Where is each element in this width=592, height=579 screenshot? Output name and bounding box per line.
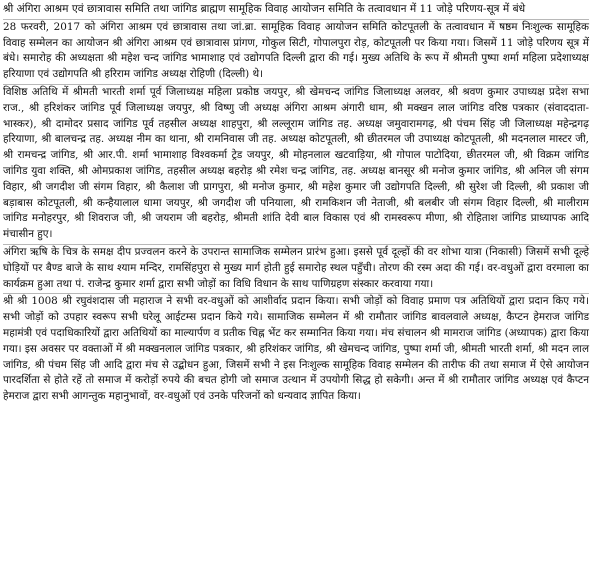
article-paragraph-guests: विशिष्ठ अतिथि में श्रीमती भारती शर्मा पूर्व जिलाध्यक्ष महिला प्रकोष्ठ जयपुर, श्री खेमचन्द जांगिड जिलाध्यक्ष अलवर, श्री श्रवण कुमार उपाध्यक्ष प्रदेश सभा राज., श्री हरिशंकर जांगिड पूर्व जिलाध्यक्ष जयपुर, श्री विष्णु जी अध्यक्ष अंगिरा आश्रम अंगारी धाम, श्री मक्खन लाल जांगिड वरिष्ठ पत्रकार (संवाददाता-भास्कर), श्री दामोदर प्रसाद जांगिड पूर्व तहसील अध्यक्ष शाहपुरा, श्री लल्लूराम जांगिड तह. अध्यक्ष जमुवारामगढ़, श्री पंचम सिंह जी जिलाध्यक्ष महेन्द्रगढ़ हरियाणा, श्री बालचन्द्र तह. अध्यक्ष नीम का थाना, श्री रामनिवास जी तह. अध्यक्ष कोटपूतली, श्री छीतरमल जी उपाध्यक्ष कोटपूतली, श्री मदनलाल मास्टर जी, श्री रामचन्द्र जांगिड, श्री आर.पी. शर्मा भामाशाह विश्वकर्मा ट्रेड जयपुर, श्री मोहनलाल खटवाड़िया, श्री गोपाल पाटोदिया, छीतरमल जी, श्री विक्रम जांगिड जांगिड युवा शक्ति, श्री ओमप्रकाश जांगिड, तहसील अध्यक्ष बहरोड़ श्री रमेश चन्द्र जांगिड, तह. अध्यक्ष बानसूर श्री मनोज कुमार जांगिड, श्री अनिल जी संगम विहार, श्री जगदीश जी संगम विहार, श्री कैलाश जी प्रागपुरा, श्री मनोज कुमार, श्री महेश कुमार जी उद्योगपति दिल्ली, श्री सुरेश जी दिल्ली, श्री प्रकाश जी बड़ाबास कोटपूतली, श्री कन्हैयालाल धामा जयपुर, श्री जगदीश जी पनियाला, श्री रामकिशन जी नेताजी, श्री बलबीर जी संगम विहार दिल्ली, श्री मालीराम जांगिड मनोहरपुर, श्री शिवराज जी, श्री जयराम जी बहरोड़, श्रीमती शांति देवी बाल विकास एवं श्री रामस्वरूप मीणा, श्री रोहिताश जांगिड प्राध्यापक आदि मंचासीन हुए। — [3, 85, 589, 245]
article-paragraph-intro: 28 फरवरी, 2017 को अंगिरा आश्रम एवं छात्रावास तथा जां.ब्रा. सामूहिक विवाह आयोजन समिति कोटपूतली के तत्वावधान में षष्ठम निःशुल्क सामूहिक विवाह सम्मेलन का आयोजन श्री अंगिरा आश्रम एवं छात्रावास प्रांगण, गोकुल सिटी, गोपालपुरा रोड़, कोटपूतली पर किया गया। जिसमें 11 जोड़े परिणय सूत्र में बंधे। समारोह की अध्यक्षता श्री महेश चन्द जांगिड भामाशाह एवं उद्योगपति दिल्ली द्वारा की गई। मुख्य अतिथि के रूप में श्रीमती पुष्पा शर्मा महिला प्रदेशाध्यक्ष हरियाणा एवं उद्योगपति श्री हरिराम जांगिड अध्यक्ष रोहिणी (दिल्ली) थे। — [3, 20, 589, 85]
article-paragraph-ceremony: अंगिरा ऋषि के चित्र के समक्ष दीप प्रज्वलन करने के उपरान्त सामाजिक सम्मेलन प्रारंभ हुआ। इससे पूर्व दूल्हों की वर शोभा यात्रा (निकासी) जिसमें सभी दूल्हे घोड़ियों पर बैण्ड बाजे के साथ श्याम मन्दिर, रामसिंहपुरा से मुख्य मार्ग होती हुई समारोह स्थल पहुँची। तोरण की रस्म अदा की गई। वर-वधुओं द्वारा वरमाला का कार्यक्रम हुआ तथा पं. राजेन्द्र कुमार शर्मा द्वारा सभी जोड़ों का विधि विधान के साथ पाणिग्रहण संस्कार करवाया गया। — [3, 245, 589, 294]
article-paragraph-blessings: श्री श्री 1008 श्री रघुवंशदास जी महाराज ने सभी वर-वधुओं को आशीर्वाद प्रदान किया। सभी जोड़ों को विवाह प्रमाण पत्र अतिथियों द्वारा प्रदान किए गये। सभी जोड़ों को उपहार स्वरूप सभी घरेलू आईटम्स प्रदान किये गये। सामाजिक सम्मेलन में श्री रामौतार जांगिड बावलवाले अध्यक्ष, कैप्टन हेमराज जांगिड महामंत्री एवं पदाधिकारियों द्वारा अतिथियों का माल्यार्पण व प्रतीक चिह्न भेंट कर सम्मानित किया गया। मंच संचालन श्री मामराज जांगिड (अध्यापक) द्वारा किया गया। इस अवसर पर वक्ताओं में श्री मक्खनलाल जांगिड पत्रकार, श्री हरिशंकर जांगिड, श्री खेमचन्द जांगिड, पुष्पा शर्मा जी, श्रीमती भारती शर्मा, श्री मदन लाल जांगिड, श्री पंचम सिंह जी आदि द्वारा मंच से उद्बोधन हुआ, जिसमें सभी ने इस निःशुल्क सामूहिक विवाह सम्मेलन की तारीफ की तथा समाज में ऐसे आयोजन पारदर्शिता से होते रहें तो समाज में करोड़ों रुपये की बचत होगी जो समाज उत्थान में उपयोगी सिद्ध हो सकेगी। अन्त में श्री रामौतार जांगिड अध्यक्ष एवं कैप्टन हेमराज द्वारा सभी आगन्तुक महानुभावों, वर-वधुओं एवं उनके परिजनों को धन्यवाद ज्ञापित किया। — [3, 295, 589, 403]
article-headline: श्री अंगिरा आश्रम एवं छात्रावास समिति तथा जांगिड ब्राह्मण सामूहिक विवाह आयोजन समिति के तत्वावधान में 11 जोड़े परिणय-सूत्र में बंधे — [3, 2, 589, 20]
